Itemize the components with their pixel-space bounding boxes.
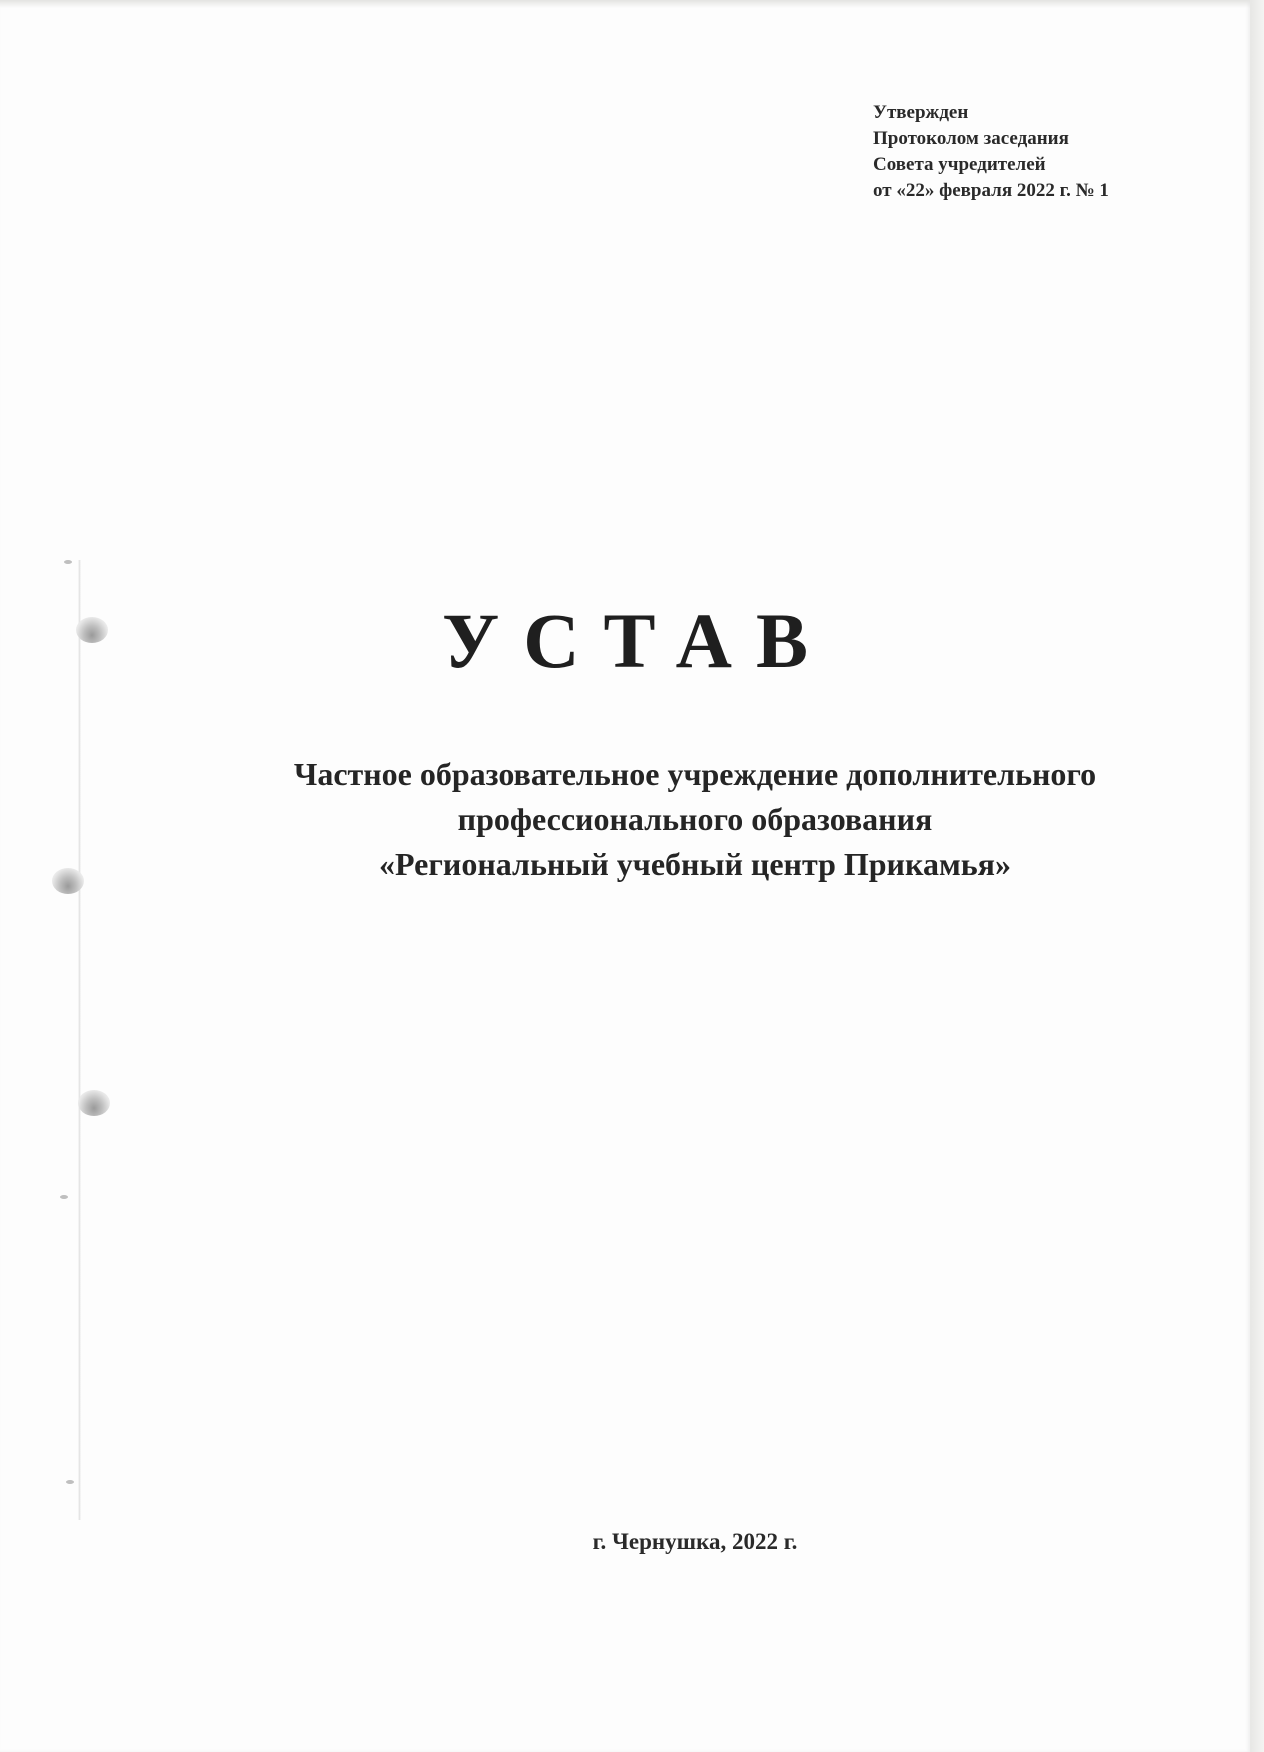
binding-fold <box>78 560 81 1520</box>
punch-hole <box>78 1090 110 1116</box>
organization-line: «Региональный учебный центр Прикамья» <box>379 846 1011 882</box>
page-right-edge <box>1250 0 1264 1752</box>
approval-block <box>873 100 1109 204</box>
scan-speck <box>66 1480 74 1484</box>
page-top-edge <box>0 0 1264 8</box>
organization-line: Частное образовательное учреждение дополнительного <box>293 756 1097 792</box>
approval-line: Утвержден <box>873 102 969 123</box>
approval-line: Совета учредителей <box>873 154 1046 175</box>
place-and-year: г. Чернушка, 2022 г. <box>592 1529 798 1554</box>
approval-date-line: от «22» февраля 2022 г. № 1 <box>873 180 1109 201</box>
organization-name <box>0 752 1264 887</box>
scan-speck <box>60 1195 68 1199</box>
organization-line: профессионального образования <box>457 801 933 837</box>
document-title: УСТАВ <box>441 597 833 684</box>
scan-speck <box>64 560 72 564</box>
approval-line: Протоколом заседания <box>873 128 1069 149</box>
